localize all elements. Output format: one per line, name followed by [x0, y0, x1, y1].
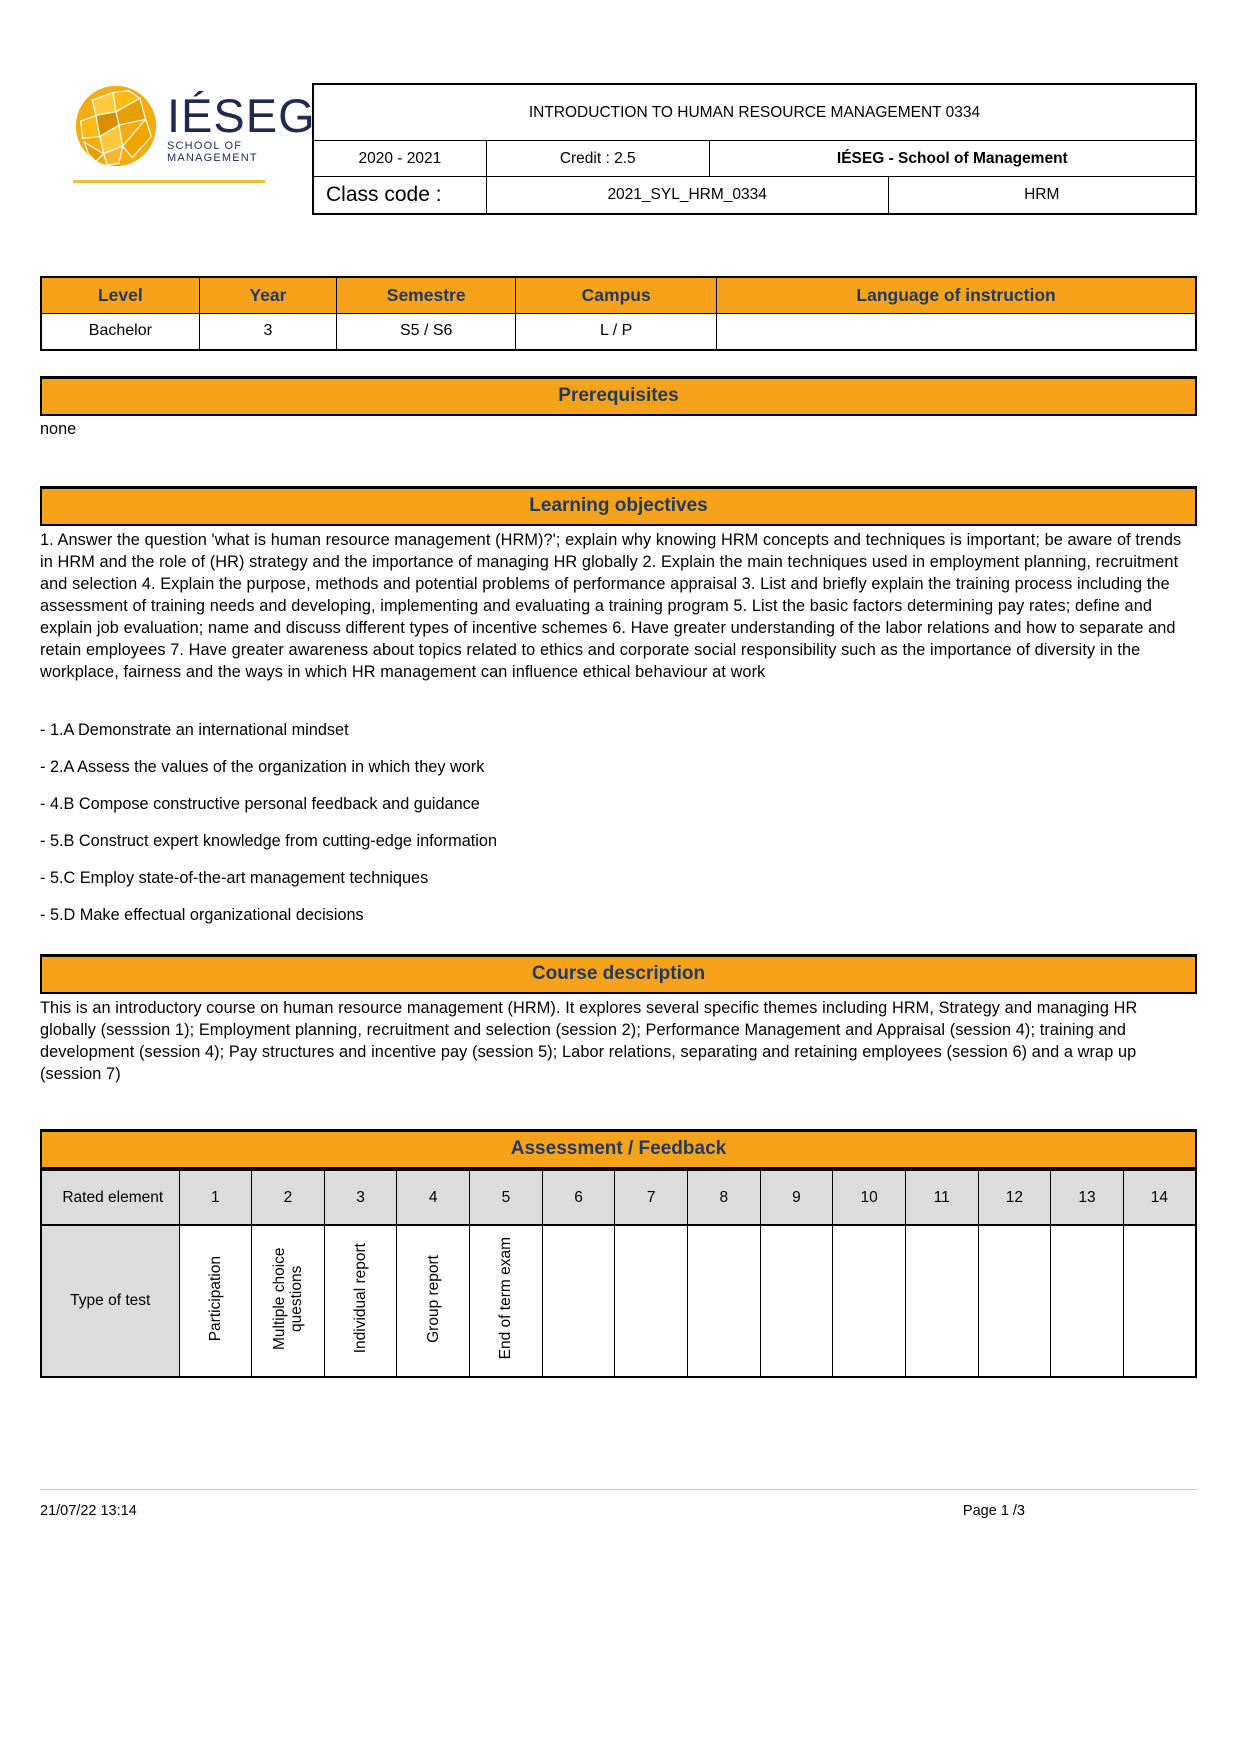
test-type-text: End of term exam — [497, 1237, 515, 1360]
footer-divider — [40, 1489, 1197, 1490]
objective-item: - 5.D Make effectual organizational decisions — [40, 906, 364, 924]
info-header-level: Level — [41, 277, 199, 313]
course-title: INTRODUCTION TO HUMAN RESOURCE MANAGEMENT 0334 — [528, 103, 981, 121]
rated-element-3: 3 — [324, 1170, 397, 1225]
type-of-test-row — [41, 1225, 1196, 1377]
page-header — [40, 0, 1197, 215]
department-code: HRM — [888, 177, 1195, 213]
class-code-value: 2021_SYL_HRM_0334 — [486, 177, 888, 213]
objective-item: - 5.B Construct expert knowledge from cutting-edge information — [40, 832, 498, 850]
assessment-feedback-banner: Assessment / Feedback — [40, 1129, 1197, 1169]
prerequisites-content: none — [40, 420, 77, 438]
objective-item: - 5.C Employ state-of-the-art management techniques — [40, 869, 429, 887]
test-type-text: Participation — [206, 1255, 224, 1342]
info-header-row — [41, 277, 1196, 313]
test-type-empty-6 — [542, 1225, 615, 1377]
info-header-campus: Campus — [516, 277, 717, 313]
learning-objectives-paragraph: 1. Answer the question 'what is human resource management (HRM)?'; explain why knowing HRM concepts and techniques is important; be aware of trends in HRM and the role of (HR) strategy and the importance of managing HR globally 2. Explain the main techniques used in employment planning, recruitment and selection 4. Explain the purpose, methods and potential problems of performance appraisal 3. List and briefly explain the training process including the assessment of training needs and developing, implementing and evaluating a training program 5. List the basic factors determining pay rates; define and explain job evaluation; name and discuss different types of incentive schemes 6. Have greater understanding of the labor relations and how to separate and retain employees 7. Have greater awareness about topics related to ethics and corporate social responsibility such as the importance of diversity in the workplace, fairness and the ways in which HR management can influence ethical behaviour at work — [40, 531, 1182, 681]
logo-underline — [73, 180, 265, 183]
rated-element-4: 4 — [397, 1170, 470, 1225]
rated-element-11: 11 — [905, 1170, 978, 1225]
info-value-semestre: S5 / S6 — [337, 313, 516, 350]
footer-timestamp: 21/07/22 13:14 — [40, 1503, 137, 1519]
test-type-empty-11 — [905, 1225, 978, 1377]
test-type-empty-8 — [687, 1225, 760, 1377]
school-name: IÉSEG - School of Management — [709, 141, 1195, 176]
course-description-paragraph: This is an introductory course on human resource management (HRM). It explores several specific themes including HRM, Strategy and managing HR globally (sesssion 1); Employment planning, recruitment and selection (session 2); Performance Management and Appraisal (session 4); training and development (session 4); Pay structures and incentive pay (session 5); Labor relations, separating and retaining employees (session 6) and a wrap up (session 7) — [40, 999, 1138, 1083]
rated-element-row — [41, 1170, 1196, 1225]
test-type-text: Group report — [424, 1254, 442, 1343]
objective-item: - 1.A Demonstrate an international mindset — [40, 721, 349, 739]
test-type-empty-7 — [615, 1225, 688, 1377]
learning-objectives-list — [40, 719, 1197, 926]
course-header-table — [312, 83, 1197, 215]
info-value-language-of-instruction — [717, 313, 1196, 350]
type-of-test-label: Type of test — [41, 1225, 179, 1377]
logo-tagline: SCHOOL OF MANAGEMENT — [167, 139, 258, 164]
rated-element-6: 6 — [542, 1170, 615, 1225]
assessment-table — [40, 1169, 1197, 1378]
rated-element-1: 1 — [179, 1170, 252, 1225]
ieseg-logo — [40, 83, 316, 183]
rated-element-5: 5 — [470, 1170, 543, 1225]
test-type-individual-report — [324, 1225, 397, 1377]
logo-wordmark: IÉSEG — [167, 88, 316, 142]
rated-element-2: 2 — [252, 1170, 325, 1225]
rated-element-8: 8 — [687, 1170, 760, 1225]
course-info-table — [40, 276, 1197, 351]
test-type-group-report — [397, 1225, 470, 1377]
class-code-label: Class code : — [326, 183, 442, 206]
rated-element-7: 7 — [615, 1170, 688, 1225]
test-type-text: Individual report — [352, 1243, 370, 1354]
info-value-year: 3 — [199, 313, 336, 350]
test-type-end-of-term-exam — [470, 1225, 543, 1377]
credit-value: Credit : 2.5 — [486, 141, 709, 176]
test-type-empty-14 — [1123, 1225, 1196, 1377]
prerequisites-banner: Prerequisites — [40, 376, 1197, 416]
info-value-campus: L / P — [516, 313, 717, 350]
test-type-empty-13 — [1051, 1225, 1124, 1377]
footer-page-number: Page 1 /3 — [962, 1503, 1025, 1519]
globe-icon — [73, 83, 159, 174]
academic-year: 2020 - 2021 — [358, 149, 442, 167]
info-value-level: Bachelor — [41, 313, 199, 350]
objective-item: - 2.A Assess the values of the organization in which they work — [40, 758, 485, 776]
rated-element-10: 10 — [833, 1170, 906, 1225]
objective-item: - 4.B Compose constructive personal feedback and guidance — [40, 795, 480, 813]
rated-element-9: 9 — [760, 1170, 833, 1225]
rated-element-13: 13 — [1051, 1170, 1124, 1225]
test-type-multiple-choice-questions — [252, 1225, 325, 1377]
test-type-participation — [179, 1225, 252, 1377]
info-value-row — [41, 313, 1196, 350]
info-header-year: Year — [199, 277, 336, 313]
rated-element-label: Rated element — [41, 1170, 179, 1225]
info-header-semestre: Semestre — [337, 277, 516, 313]
rated-element-14: 14 — [1123, 1170, 1196, 1225]
test-type-empty-9 — [760, 1225, 833, 1377]
rated-element-12: 12 — [978, 1170, 1051, 1225]
test-type-empty-10 — [833, 1225, 906, 1377]
test-type-empty-12 — [978, 1225, 1051, 1377]
test-type-text: Multiple choice questions — [270, 1247, 305, 1350]
learning-objectives-banner: Learning objectives — [40, 486, 1197, 526]
info-header-language-of-instruction: Language of instruction — [717, 277, 1196, 313]
course-description-banner: Course description — [40, 954, 1197, 994]
